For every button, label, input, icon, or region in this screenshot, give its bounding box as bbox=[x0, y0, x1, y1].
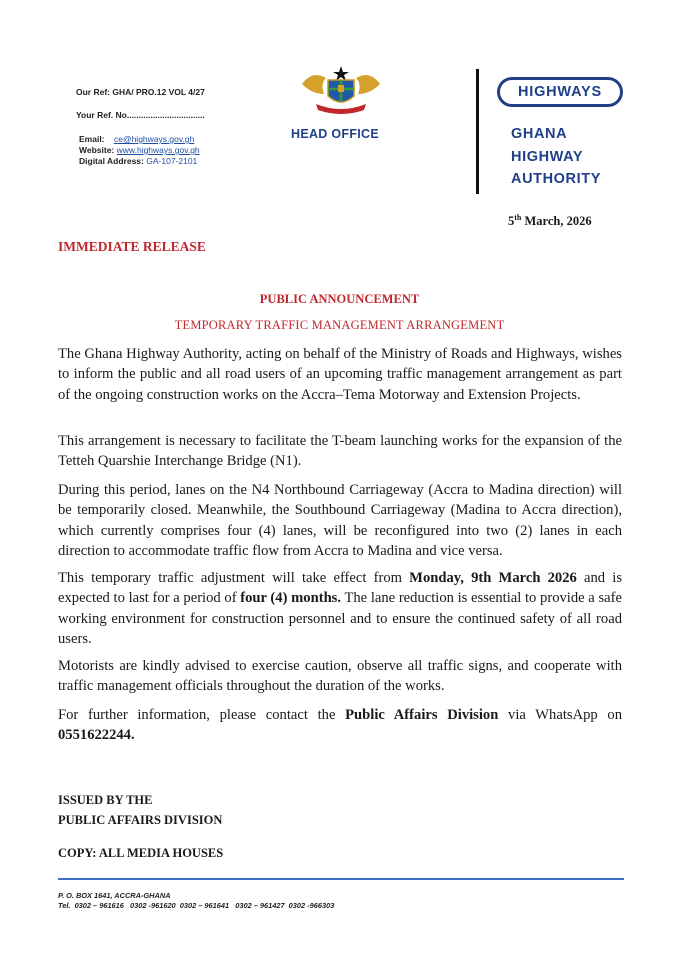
date-rest: March, 2026 bbox=[521, 214, 592, 229]
date-suffix: th bbox=[514, 213, 522, 222]
header-divider bbox=[476, 69, 479, 194]
date-day: 5 bbox=[508, 214, 515, 229]
copy-recipients: COPY: ALL MEDIA HOUSES bbox=[58, 846, 224, 860]
schedule-duration: four (4) months. bbox=[240, 590, 342, 607]
paragraph-intro: The Ghana Highway Authority, acting on behalf of the Ministry of Roads and Highways, wishes to inform the public and all road users of an upcoming traffic management arrangement as part of the ongoing construction works on the Accra–Tema Motorway and Extension Projects. bbox=[58, 346, 622, 403]
highways-logo-badge: HIGHWAYS bbox=[497, 77, 623, 107]
footer-divider bbox=[58, 878, 624, 880]
issued-by-line-1: ISSUED BY THE bbox=[58, 793, 153, 807]
website-link[interactable]: www.highways.gov.gh bbox=[116, 145, 200, 155]
your-ref: Your Ref. No................................. bbox=[76, 110, 205, 120]
authority-name bbox=[511, 123, 601, 191]
address-label: Digital Address: bbox=[79, 156, 144, 166]
schedule-text-1: This temporary traffic adjustment will take effect from bbox=[58, 570, 410, 586]
contact-division: Public Affairs Division bbox=[345, 707, 499, 723]
schedule-start-date: Monday, 9th March 2026 bbox=[409, 570, 577, 586]
announcement-title: PUBLIC ANNOUNCEMENT bbox=[259, 292, 420, 306]
contact-text-2: via WhatsApp on bbox=[498, 707, 622, 723]
coat-of-arms-icon bbox=[298, 64, 384, 114]
paragraph-purpose: This arrangement is necessary to facilitate the T-beam launching works for the expansion of the Tetteh Quarshie Interchange Bridge (N1). bbox=[58, 433, 622, 470]
footer-po-box: P. O. BOX 1641, ACCRA-GHANA bbox=[58, 891, 171, 900]
paragraph-contact bbox=[58, 705, 622, 746]
head-office-label: HEAD OFFICE bbox=[291, 127, 380, 141]
paragraph-advisory: Motorists are kindly advised to exercise caution, observe all traffic signs, and cooperate with traffic management officials throughout the duration of the works. bbox=[58, 658, 622, 695]
paragraph-schedule bbox=[58, 568, 622, 649]
issued-by-line-2: PUBLIC AFFAIRS DIVISION bbox=[58, 812, 223, 827]
website-label: Website: bbox=[79, 145, 115, 155]
email-row bbox=[79, 134, 200, 145]
contact-text-1: For further information, please contact the bbox=[58, 707, 346, 723]
contact-block bbox=[79, 134, 200, 167]
our-ref: Our Ref: GHA/ PRO.12 VOL 4/27 bbox=[76, 87, 205, 97]
address-row bbox=[79, 156, 200, 167]
contact-whatsapp-number: 0551622244. bbox=[58, 727, 135, 744]
authority-line-3: AUTHORITY bbox=[511, 171, 601, 187]
release-date bbox=[508, 213, 592, 229]
email-link[interactable]: ce@highways.gov.gh bbox=[113, 134, 195, 144]
email-label: Email: bbox=[79, 134, 105, 144]
issued-by bbox=[58, 791, 222, 830]
announcement-subtitle: TEMPORARY TRAFFIC MANAGEMENT ARRANGEMENT bbox=[174, 318, 505, 332]
authority-line-2: HIGHWAY bbox=[511, 148, 584, 165]
schedule-text-3: The lane reduction is essential to provide a safe working environment for construction personnel and to ensure the continued safety of all road users. bbox=[58, 590, 622, 647]
schedule-text-2: and is expected to last for a period of bbox=[58, 570, 623, 607]
footer-telephone: Tel. 0302 – 961616 0302 -961620 0302 – 961641 0302 – 961427 0302 -966303 bbox=[58, 901, 335, 910]
website-row bbox=[79, 145, 200, 156]
address-value: GA-107-2101 bbox=[146, 156, 198, 166]
authority-line-1: GHANA bbox=[511, 126, 568, 142]
immediate-release-label: IMMEDIATE RELEASE bbox=[58, 239, 206, 254]
paragraph-lane-changes: During this period, lanes on the N4 Northbound Carriageway (Accra to Madina direction) will be temporarily closed. Meanwhile, the Southbound Carriageway (Madina to Accra direction), which currently comprises four (4) lanes, will be reconfigured into two (2) lanes in each direction to accommodate traffic flow from Accra to Madina and vice versa. bbox=[58, 482, 622, 559]
